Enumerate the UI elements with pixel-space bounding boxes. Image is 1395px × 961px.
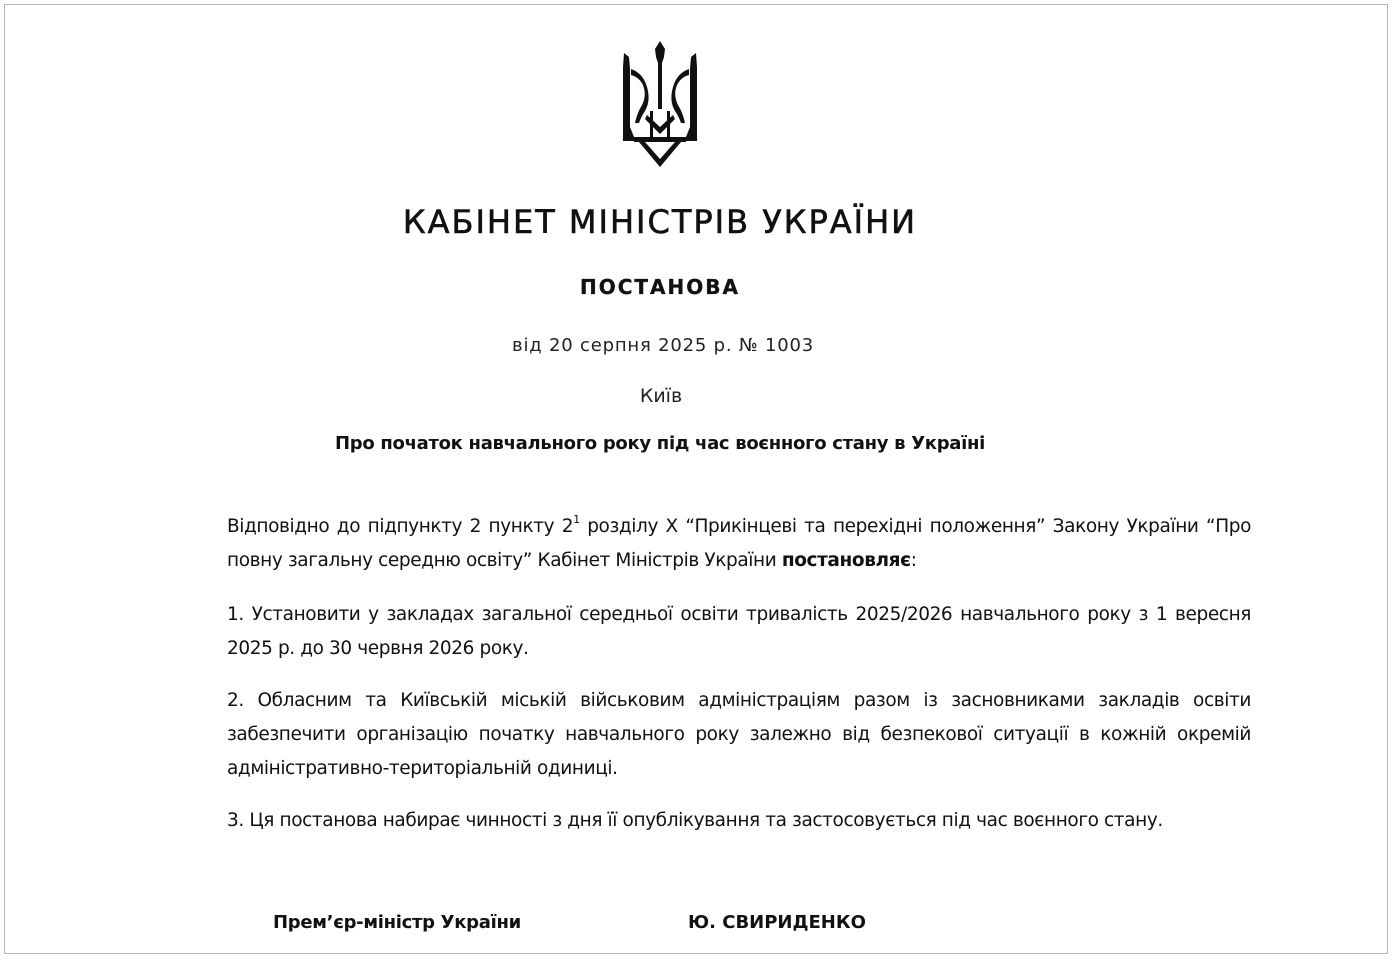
page-title: КАБІНЕТ МІНІСТРІВ УКРАЇНИ	[402, 203, 918, 241]
document-page	[4, 4, 1388, 954]
resolves-keyword: постановляє	[781, 550, 911, 571]
item-1: 1. Установити у закладах загальної середньої освіти тривалість 2025/2026 навчального року з 1 вересня 2025 р. до 30 червня 2026 року.	[227, 604, 1251, 659]
city: Київ	[639, 385, 683, 407]
document-type: ПОСТАНОВА	[579, 275, 740, 299]
preamble-text-cont: розділу X “Прикінцеві та перехідні положення” Закону України “Про повну загальну середню освіту” Кабінет Міністрів України	[227, 516, 1251, 571]
trident-coat-of-arms-icon	[617, 39, 703, 169]
preamble-paragraph	[227, 510, 1251, 578]
item-2: 2. Обласним та Київській міській військовим адміністраціям разом із засновниками закладів освіти забезпечити організацію початку навчального року залежно від безпекової ситуації в кожній окремій адміністративно-територіальній одиниці.	[227, 690, 1251, 779]
signature-name: Ю. СВИРИДЕНКО	[688, 912, 866, 933]
item-3: 3. Ця постанова набирає чинності з дня її опублікування та застосовується під час воєнного стану.	[227, 810, 1163, 831]
document-subject: Про початок навчального року під час воєнного стану в Україні	[334, 433, 986, 454]
signature-position: Прем’єр-міністр України	[273, 912, 521, 933]
date-and-number: від 20 серпня 2025 р. № 1003	[512, 335, 814, 356]
superscript: 1	[573, 512, 580, 526]
preamble-end: :	[910, 550, 917, 571]
preamble-text: Відповідно до підпункту 2 пункту 2	[227, 516, 574, 537]
